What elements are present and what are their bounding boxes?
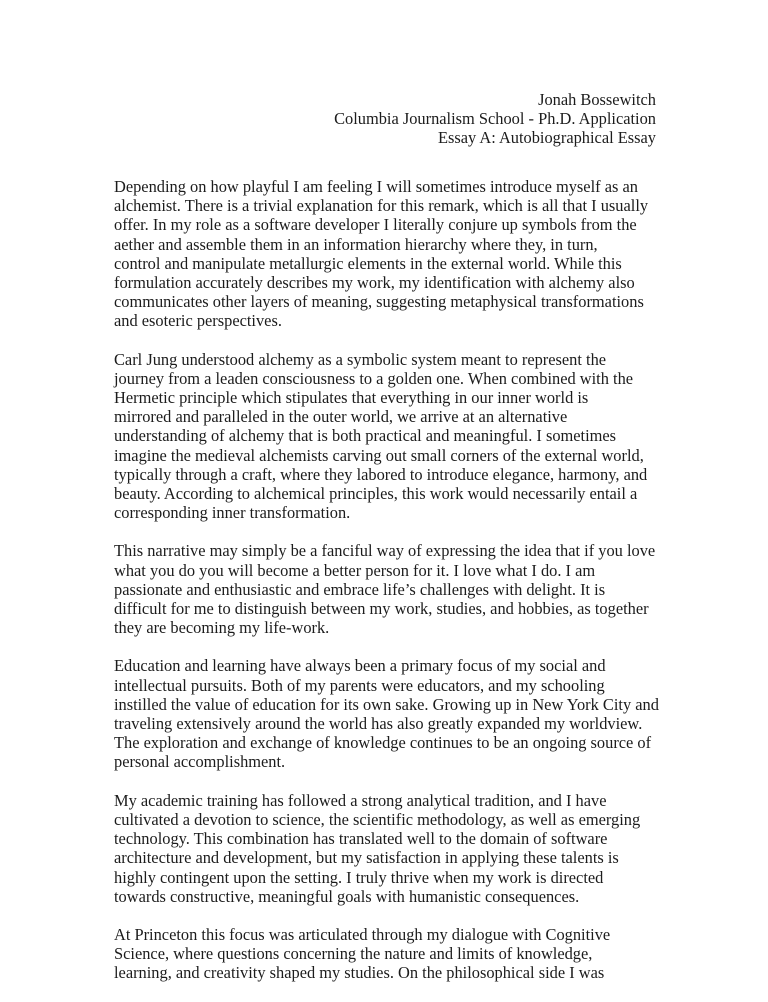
paragraph-line: technology. This combination has translated well to the domain of software: [114, 829, 608, 849]
paragraph-line: personal accomplishment.: [114, 752, 286, 772]
paragraph-line: intellectual pursuits. Both of my parents were educators, and my schooling: [114, 675, 605, 695]
paragraph-line: alchemist. There is a trivial explanation for this remark, which is all that I usually: [114, 196, 649, 216]
author-name: Jonah Bossewitch: [538, 90, 656, 109]
essay-header: [334, 90, 656, 148]
paragraph-line: At Princeton this focus was articulated through my dialogue with Cognitive: [114, 924, 611, 944]
paragraph-line: cultivated a devotion to science, the scientific methodology, as well as emerging: [114, 809, 641, 829]
paragraph-line: Education and learning have always been a primary focus of my social and: [114, 656, 606, 676]
paragraph-line: Hermetic principle which stipulates that everything in our inner world is: [114, 388, 589, 408]
essay-paragraph: [114, 791, 656, 906]
paragraph-line: My academic training has followed a strong analytical tradition, and I have: [114, 790, 607, 810]
paragraph-line: typically through a craft, where they labored to introduce elegance, harmony, and: [114, 464, 648, 484]
essay-paragraph: [114, 350, 656, 523]
paragraph-line: The exploration and exchange of knowledge continues to be an ongoing source of: [114, 733, 652, 753]
paragraph-line: communicates other layers of meaning, suggesting metaphysical transformations: [114, 292, 644, 312]
paragraph-line: they are becoming my life-work.: [114, 618, 330, 638]
paragraph-line: architecture and development, but my satisfaction in applying these talents is: [114, 848, 619, 868]
essay-paragraph: [114, 656, 659, 772]
paragraph-line: towards constructive, meaningful goals with humanistic consequences.: [114, 886, 580, 906]
paragraph-line: This narrative may simply be a fanciful way of expressing the idea that if you love: [114, 541, 656, 561]
paragraph-line: understanding of alchemy that is both practical and meaningful. I sometimes: [114, 426, 617, 446]
essay-paragraph: [114, 541, 656, 637]
paragraph-line: instilled the value of education for its own sake. Growing up in New York City and: [114, 694, 659, 714]
essay-body: [114, 177, 659, 1002]
essay-paragraph: [114, 925, 656, 983]
essay-paragraph: [114, 177, 656, 331]
paragraph-line: mirrored and paralleled in the outer world, we arrive at an alternative: [114, 407, 568, 427]
program-line: Columbia Journalism School - Ph.D. Application: [334, 109, 656, 129]
paragraph-line: highly contingent upon the setting. I truly thrive when my work is directed: [114, 867, 604, 887]
paragraph-line: difficult for me to distinguish between my work, studies, and hobbies, as together: [114, 599, 649, 619]
paragraph-line: passionate and enthusiastic and embrace life’s challenges with delight. It is: [114, 579, 606, 599]
paragraph-line: Depending on how playful I am feeling I will sometimes introduce myself as an: [114, 177, 638, 196]
paragraph-line: control and manipulate metallurgic elements in the external world. While this: [114, 253, 622, 273]
paragraph-line: journey from a leaden consciousness to a golden one. When combined with the: [114, 368, 634, 388]
essay-title: Essay A: Autobiographical Essay: [437, 128, 656, 148]
paragraph-line: and esoteric perspectives.: [114, 311, 282, 331]
paragraph-line: formulation accurately describes my work, my identification with alchemy also: [114, 273, 635, 293]
paragraph-line: aether and assemble them in an information hierarchy where they, in turn,: [114, 234, 598, 254]
paragraph-line: imagine the medieval alchemists carving out small corners of the external world,: [114, 445, 644, 465]
paragraph-line: Carl Jung understood alchemy as a symbolic system meant to represent the: [114, 349, 607, 369]
paragraph-line: learning, and creativity shaped my studies. On the philosophical side I was: [114, 963, 605, 983]
paragraph-line: what you do you will become a better person for it. I love what I do. I am: [114, 560, 596, 580]
paragraph-line: traveling extensively around the world has also greatly expanded my worldview.: [114, 714, 643, 734]
paragraph-line: corresponding inner transformation.: [114, 503, 351, 523]
paragraph-line: Science, where questions concerning the nature and limits of knowledge,: [114, 944, 593, 964]
paragraph-line: offer. In my role as a software developer I literally conjure up symbols from the: [114, 215, 637, 235]
paragraph-line: beauty. According to alchemical principles, this work would necessarily entail a: [114, 484, 638, 504]
